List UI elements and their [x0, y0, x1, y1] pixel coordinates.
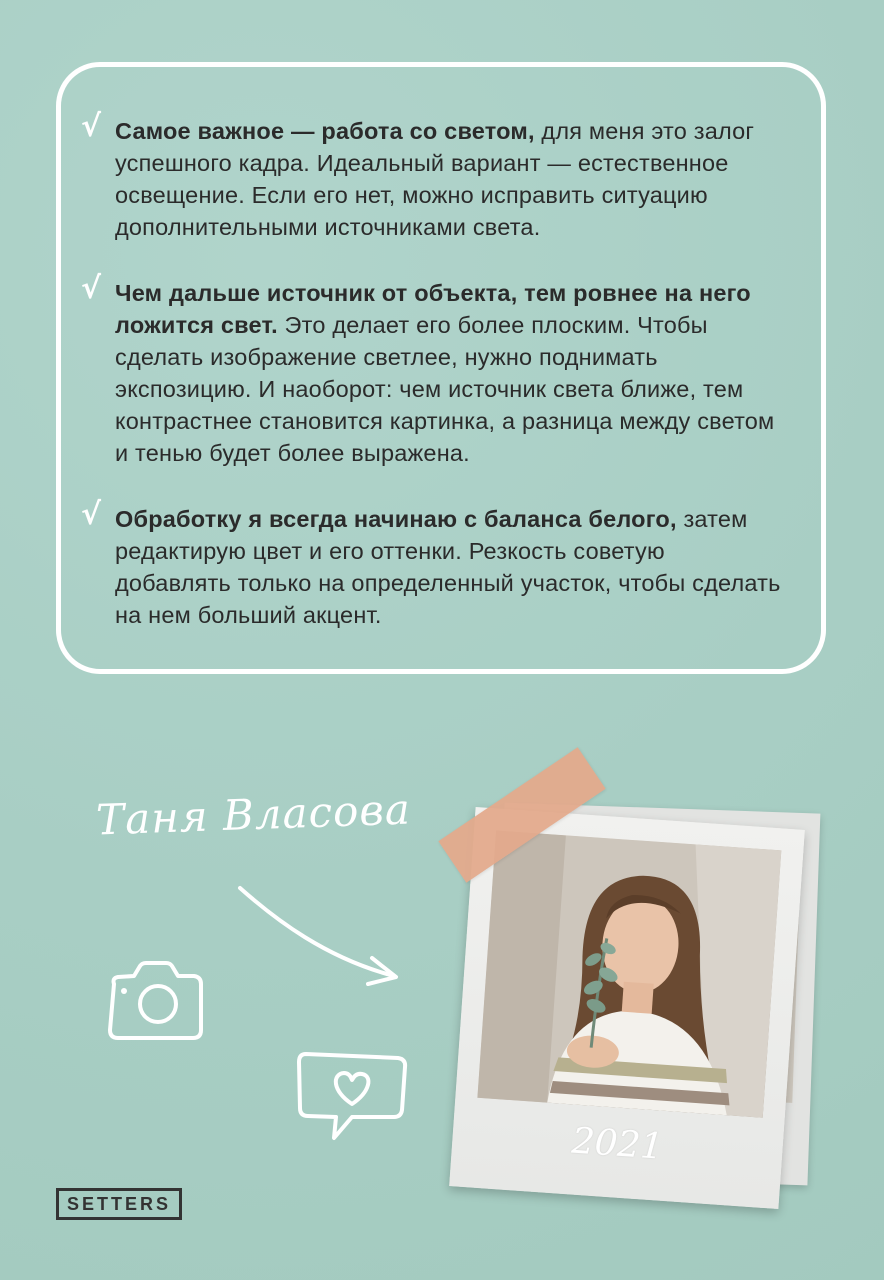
- author-signature: Таня Власова: [95, 784, 412, 845]
- tip-text: затем редактирую цвет и его оттенки. Резкость советую добавлять только на определенный участок, чтобы сделать на нем больший акцент.: [115, 506, 781, 628]
- tip-text: Это делает его более плоским. Чтобы сделать изображение светлее, нужно поднимать экспозицию. И наоборот: чем источник света ближе, тем контрастнее становится картинка, а разница между светом и тенью будет более выражена.: [115, 312, 775, 466]
- tip-bold-text: Обработку я всегда начинаю с баланса белого,: [115, 506, 677, 532]
- check-icon: √: [81, 497, 102, 532]
- tip-bold-text: Чем дальше источник от объекта, тем ровнее на него ложится свет.: [115, 280, 751, 338]
- arrow-icon: [236, 880, 406, 990]
- heart-message-icon: [294, 1046, 410, 1146]
- polaroid-caption: 2021: [570, 1120, 665, 1168]
- tip-bold-text: Самое важное — работа со светом,: [115, 118, 535, 144]
- setters-logo: SETTERS: [56, 1188, 182, 1220]
- portrait-photo: [477, 830, 781, 1117]
- tips-card: [56, 62, 826, 674]
- camera-icon: [104, 958, 208, 1044]
- check-icon: √: [81, 109, 102, 144]
- tip-item: [81, 497, 781, 631]
- tip-text: для меня это залог успешного кадра. Идеальный вариант — естественное освещение. Если его нет, можно исправить ситуацию дополнительными источниками света.: [115, 118, 755, 240]
- check-icon: √: [81, 271, 102, 306]
- tip-item: [81, 271, 781, 469]
- polaroid-photo: [449, 807, 805, 1209]
- tip-item: [81, 109, 781, 243]
